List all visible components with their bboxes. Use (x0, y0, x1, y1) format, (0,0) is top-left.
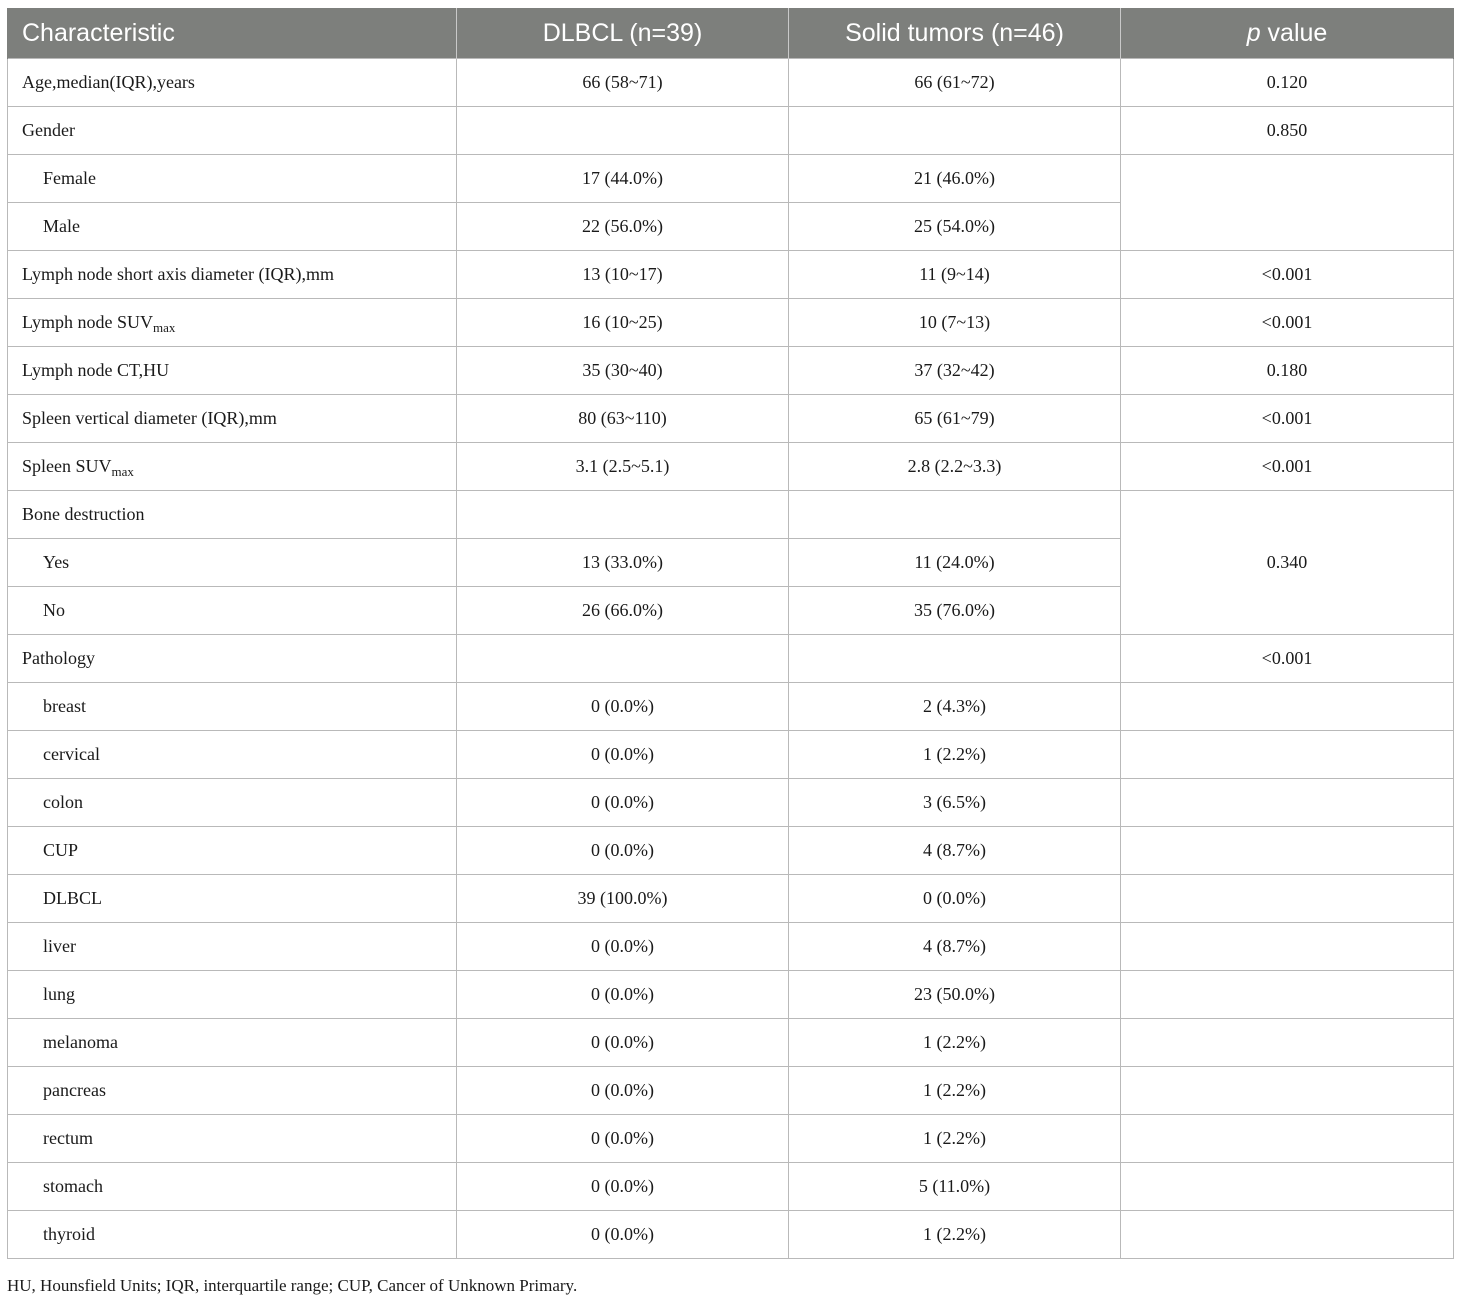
p-value (1121, 155, 1454, 251)
table-row (8, 683, 1454, 731)
p-value (1121, 1019, 1454, 1067)
solid-value: 65 (61~79) (789, 395, 1121, 443)
solid-value: 23 (50.0%) (789, 971, 1121, 1019)
row-label: Male (8, 203, 457, 251)
row-label-text: Lymph node SUV (22, 312, 154, 332)
table-row (8, 155, 1454, 203)
dlbcl-value (457, 491, 789, 539)
dlbcl-value: 0 (0.0%) (457, 1019, 789, 1067)
row-label-subscript: max (153, 320, 176, 335)
p-value (1121, 923, 1454, 971)
dlbcl-value: 3.1 (2.5~5.1) (457, 443, 789, 491)
row-label: cervical (8, 731, 457, 779)
p-value: 0.120 (1121, 59, 1454, 107)
p-value (1121, 779, 1454, 827)
row-label (8, 443, 457, 491)
header-p-value (1121, 8, 1454, 59)
table-row (8, 299, 1454, 347)
row-label: liver (8, 923, 457, 971)
p-value: 0.180 (1121, 347, 1454, 395)
table-row (8, 107, 1454, 155)
p-value: <0.001 (1121, 395, 1454, 443)
dlbcl-value: 0 (0.0%) (457, 1211, 789, 1259)
table-row (8, 491, 1454, 539)
dlbcl-value: 39 (100.0%) (457, 875, 789, 923)
dlbcl-value: 66 (58~71) (457, 59, 789, 107)
row-label-subscript: max (111, 464, 134, 479)
row-label: Female (8, 155, 457, 203)
table-row (8, 1163, 1454, 1211)
p-value (1121, 1115, 1454, 1163)
row-label: melanoma (8, 1019, 457, 1067)
row-label: DLBCL (8, 875, 457, 923)
solid-value: 35 (76.0%) (789, 587, 1121, 635)
header-solid-tumors: Solid tumors (n=46) (789, 8, 1121, 59)
dlbcl-value: 0 (0.0%) (457, 731, 789, 779)
solid-value: 4 (8.7%) (789, 827, 1121, 875)
solid-value (789, 491, 1121, 539)
dlbcl-value: 0 (0.0%) (457, 923, 789, 971)
dlbcl-value: 0 (0.0%) (457, 779, 789, 827)
table-row (8, 251, 1454, 299)
row-label-text: Spleen SUV (22, 456, 112, 476)
characteristics-table (7, 8, 1454, 1259)
solid-value: 1 (2.2%) (789, 1211, 1121, 1259)
dlbcl-value: 0 (0.0%) (457, 683, 789, 731)
table-row (8, 347, 1454, 395)
header-p-italic: p (1246, 18, 1261, 47)
table-row (8, 971, 1454, 1019)
p-value (1121, 971, 1454, 1019)
p-value (1121, 875, 1454, 923)
dlbcl-value: 13 (10~17) (457, 251, 789, 299)
table-row (8, 875, 1454, 923)
table-row (8, 731, 1454, 779)
row-label: CUP (8, 827, 457, 875)
p-value: 0.850 (1121, 107, 1454, 155)
solid-value: 1 (2.2%) (789, 1067, 1121, 1115)
solid-value: 21 (46.0%) (789, 155, 1121, 203)
header-characteristic: Characteristic (8, 8, 457, 59)
solid-value: 11 (24.0%) (789, 539, 1121, 587)
dlbcl-value: 35 (30~40) (457, 347, 789, 395)
p-value (1121, 1163, 1454, 1211)
solid-value: 1 (2.2%) (789, 731, 1121, 779)
row-label (8, 299, 457, 347)
solid-value (789, 107, 1121, 155)
solid-value: 4 (8.7%) (789, 923, 1121, 971)
dlbcl-value: 80 (63~110) (457, 395, 789, 443)
row-label: stomach (8, 1163, 457, 1211)
table-row (8, 923, 1454, 971)
table-row (8, 635, 1454, 683)
p-value (1121, 683, 1454, 731)
dlbcl-value (457, 107, 789, 155)
p-value: <0.001 (1121, 251, 1454, 299)
row-label: thyroid (8, 1211, 457, 1259)
table-footnote: HU, Hounsfield Units; IQR, interquartile range; CUP, Cancer of Unknown Primary. (7, 1276, 578, 1295)
solid-value (789, 635, 1121, 683)
table-row (8, 443, 1454, 491)
row-label: Age,median(IQR),years (8, 59, 457, 107)
dlbcl-value: 0 (0.0%) (457, 827, 789, 875)
row-label: colon (8, 779, 457, 827)
dlbcl-value: 0 (0.0%) (457, 1067, 789, 1115)
solid-value: 11 (9~14) (789, 251, 1121, 299)
dlbcl-value: 0 (0.0%) (457, 1115, 789, 1163)
header-dlbcl: DLBCL (n=39) (457, 8, 789, 59)
dlbcl-value: 13 (33.0%) (457, 539, 789, 587)
row-label: rectum (8, 1115, 457, 1163)
dlbcl-value: 17 (44.0%) (457, 155, 789, 203)
dlbcl-value: 26 (66.0%) (457, 587, 789, 635)
table-row (8, 779, 1454, 827)
solid-value: 1 (2.2%) (789, 1115, 1121, 1163)
row-label: breast (8, 683, 457, 731)
solid-value: 2 (4.3%) (789, 683, 1121, 731)
table-row (8, 1211, 1454, 1259)
table-row (8, 827, 1454, 875)
table-header-row (8, 8, 1454, 59)
solid-value: 25 (54.0%) (789, 203, 1121, 251)
p-value: <0.001 (1121, 299, 1454, 347)
solid-value: 0 (0.0%) (789, 875, 1121, 923)
row-label: pancreas (8, 1067, 457, 1115)
dlbcl-value (457, 635, 789, 683)
header-p-rest: value (1260, 18, 1328, 47)
dlbcl-value: 0 (0.0%) (457, 971, 789, 1019)
row-label: Bone destruction (8, 491, 457, 539)
row-label: lung (8, 971, 457, 1019)
solid-value: 3 (6.5%) (789, 779, 1121, 827)
table-row (8, 59, 1454, 107)
row-label: Spleen vertical diameter (IQR),mm (8, 395, 457, 443)
dlbcl-value: 16 (10~25) (457, 299, 789, 347)
dlbcl-value: 22 (56.0%) (457, 203, 789, 251)
characteristics-table-container (7, 8, 1453, 1259)
table-row (8, 1019, 1454, 1067)
row-label: Lymph node short axis diameter (IQR),mm (8, 251, 457, 299)
p-value (1121, 1211, 1454, 1259)
p-value (1121, 827, 1454, 875)
solid-value: 37 (32~42) (789, 347, 1121, 395)
row-label: Pathology (8, 635, 457, 683)
row-label: No (8, 587, 457, 635)
table-row (8, 395, 1454, 443)
solid-value: 5 (11.0%) (789, 1163, 1121, 1211)
row-label: Yes (8, 539, 457, 587)
dlbcl-value: 0 (0.0%) (457, 1163, 789, 1211)
table-row (8, 1067, 1454, 1115)
solid-value: 66 (61~72) (789, 59, 1121, 107)
p-value (1121, 1067, 1454, 1115)
p-value: <0.001 (1121, 443, 1454, 491)
p-value (1121, 731, 1454, 779)
solid-value: 1 (2.2%) (789, 1019, 1121, 1067)
table-row (8, 1115, 1454, 1163)
row-label: Gender (8, 107, 457, 155)
p-value: 0.340 (1121, 491, 1454, 635)
row-label: Lymph node CT,HU (8, 347, 457, 395)
solid-value: 2.8 (2.2~3.3) (789, 443, 1121, 491)
p-value: <0.001 (1121, 635, 1454, 683)
solid-value: 10 (7~13) (789, 299, 1121, 347)
